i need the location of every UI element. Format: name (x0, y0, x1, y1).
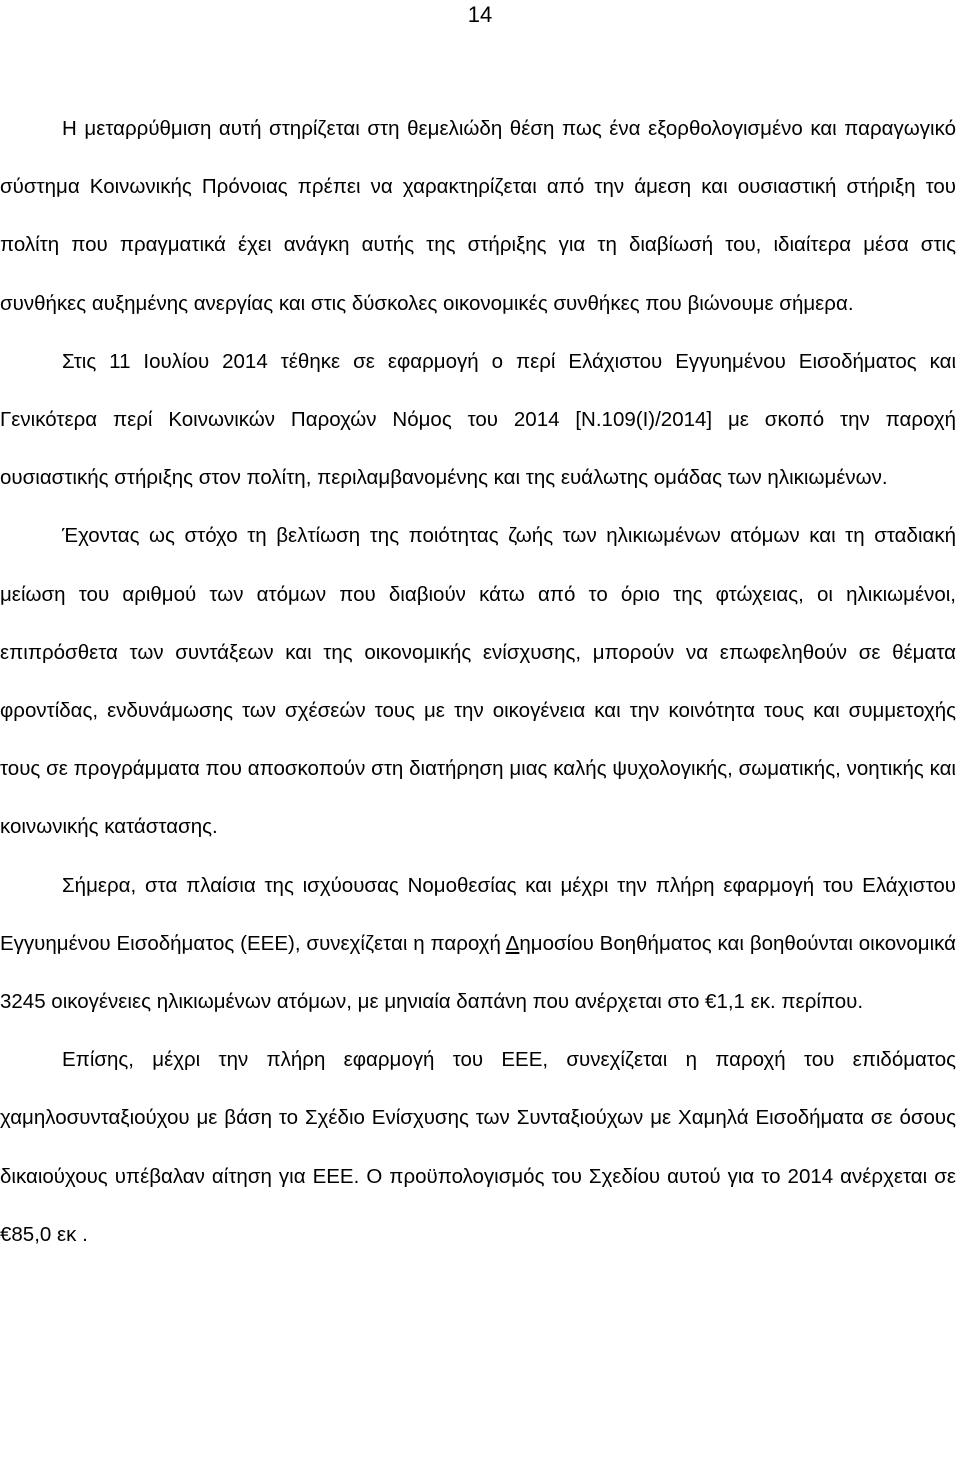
paragraph-low-pension-allowance: Επίσης, μέχρι την πλήρη εφαρμογή του ΕΕΕ, συνεχίζεται η παροχή του επιδόματος χαμηλοσυνταξιούχου με βάση το Σχέδιο Ενίσχυσης των Συνταξιούχων με Χαμηλά Εισοδήματα σε όσους δικαιούχους υπέβαλαν αίτηση για ΕΕΕ. Ο προϋπολογισμός του Σχεδίου αυτού για το 2014 ανέρχεται σε €85,0 εκ . (0, 1048, 956, 1246)
paragraph-public-assistance (0, 857, 956, 1032)
underlined-letter: Δ (505, 931, 520, 955)
paragraph-public-assistance-end: ημοσίου Βοηθήματος και βοηθούνται οικονομικά 3245 οικογένειες ηλικιωμένων ατόμων, με μηνιαία δαπάνη που ανέρχεται στο €1,1 εκ. περίπου. (0, 931, 957, 1014)
paragraph-reform: Η μεταρρύθμιση αυτή στηρίζεται στη θεμελιώδη θέση πως ένα εξορθολογισμένο και παραγωγικό σύστημα Κοινωνικής Πρόνοιας πρέπει να χαρακτηρίζεται από την άμεση και ουσιαστική στήριξη του πολίτη που πραγματικά έχει ανάγκη αυτής της στήριξης για τη διαβίωσή του, ιδιαίτερα μέσα στις συνθήκες αυξημένης ανεργίας και στις δύσκολες οικονομικές συνθήκες που βιώνουμε σήμερα. (0, 117, 956, 315)
paragraph-elderly-quality-of-life: Έχοντας ως στόχο τη βελτίωση της ποιότητας ζωής των ηλικιωμένων ατόμων και τη σταδιακή μείωση του αριθμού των ατόμων που διαβιούν κάτω από το όριο της φτώχειας, οι ηλικιωμένοι, επιπρόσθετα των συντάξεων και της οικονομικής ενίσχυσης, μπορούν να επωφεληθούν σε θέματα φροντίδας, ενδυνάμωσης των σχέσεών τους με την οικογένεια και την κοινότητα τους και συμμετοχής τους σε προγράμματα που αποσκοπούν στη διατήρηση μιας καλής ψυχολογικής, σωματικής, νοητικής και κοινωνικής κατάστασης. (0, 524, 956, 839)
paragraph-minimum-income-law: Στις 11 Ιουλίου 2014 τέθηκε σε εφαρμογή ο περί Ελάχιστου Εγγυημένου Εισοδήματος και Γενικότερα περί Κοινωνικών Παροχών Νόμος του 2014 [Ν.109(Ι)/2014] με σκοπό την παροχή ουσιαστικής στήριξης στον πολίτη, περιλαμβανομένης και της ευάλωτης ομάδας των ηλικιωμένων. (0, 349, 956, 490)
document-body (0, 100, 956, 1264)
page-number: 14 (467, 2, 493, 27)
paragraph-public-assistance-start: Σήμερα, στα πλαίσια της ισχύουσας Νομοθεσίας και μέχρι την πλήρη εφαρμογή του Ελάχιστου Εγγυημένου Εισοδήματος (ΕΕΕ), συνεχίζεται η παροχή (0, 873, 956, 955)
